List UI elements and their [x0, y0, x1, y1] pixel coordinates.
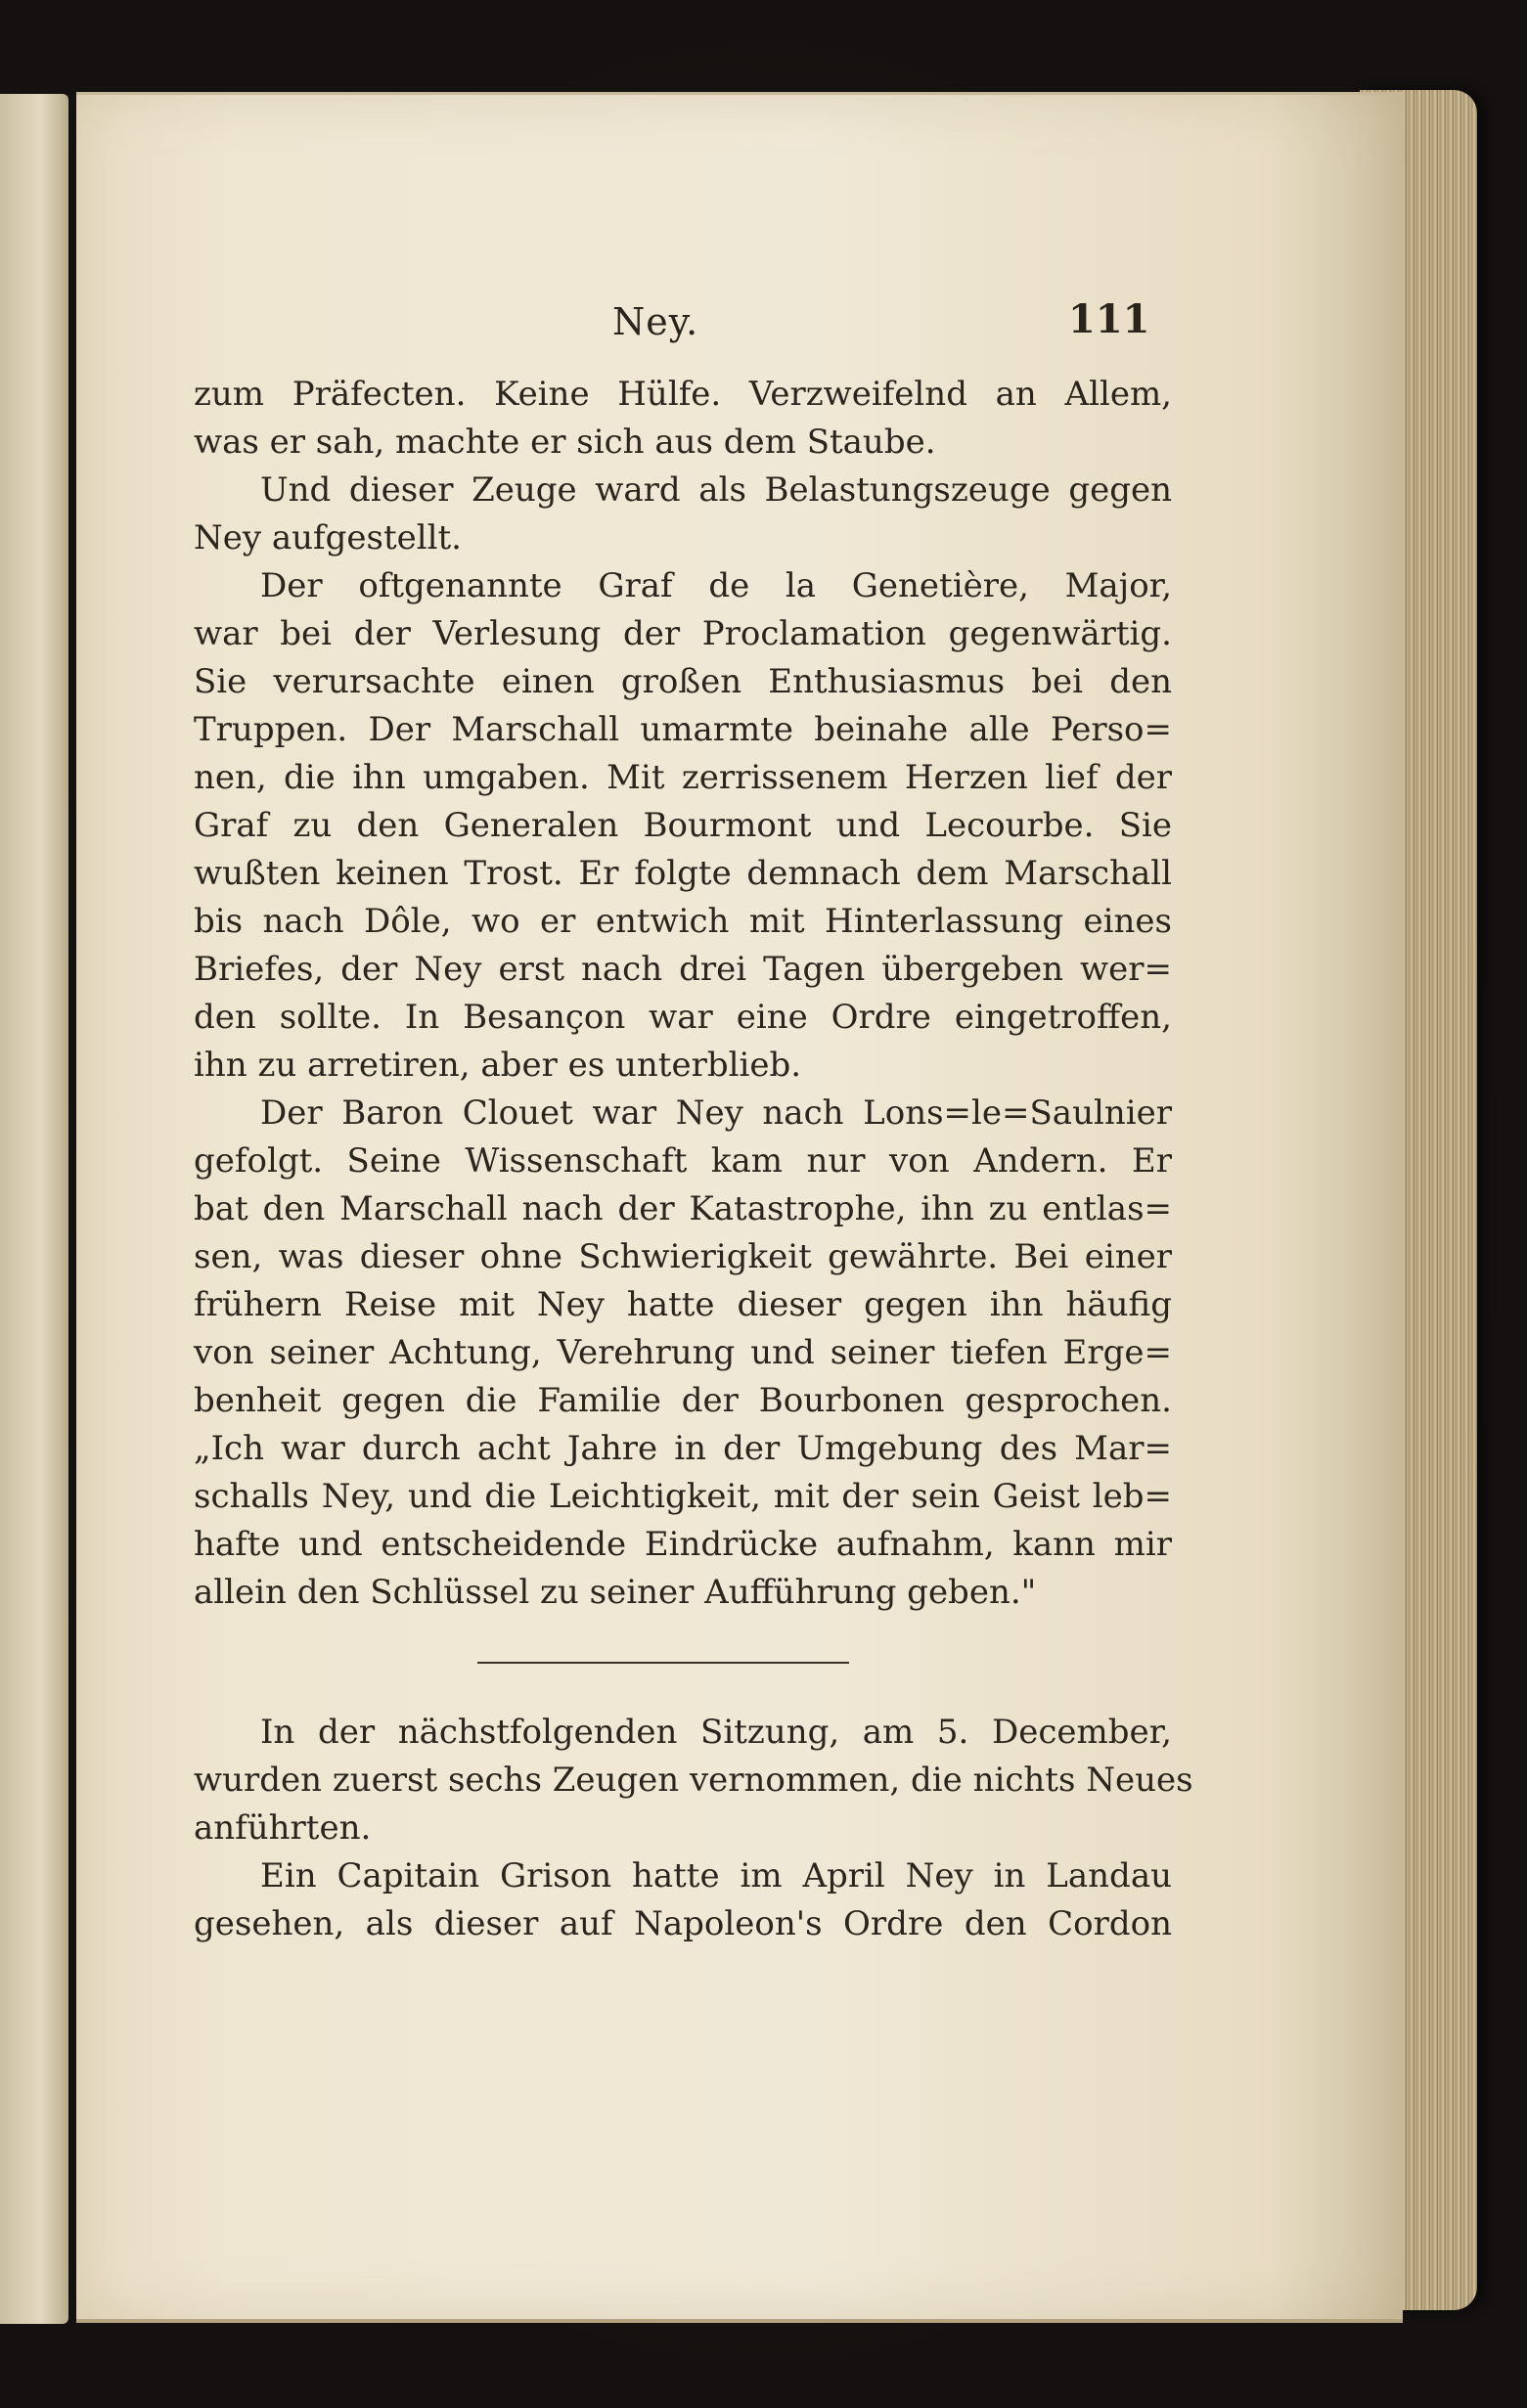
text-line: zum Präfecten. Keine Hülfe. Verzweifelnd an Allem,: [194, 375, 1172, 414]
text-line: Ney aufgestellt.: [194, 518, 462, 557]
text-line: ihn zu arretiren, aber es unterblieb.: [194, 1046, 802, 1085]
text-line: Briefes, der Ney erst nach drei Tagen übergeben wer=: [194, 950, 1172, 989]
page-number: 111: [1068, 296, 1150, 342]
text-line: gesehen, als dieser auf Napoleon's Ordre den Cordon: [194, 1904, 1172, 1943]
book-page: [76, 92, 1403, 2323]
text-line: was er sah, machte er sich aus dem Staube.: [194, 423, 936, 462]
text-line: bis nach Dôle, wo er entwich mit Hinterlassung eines: [194, 902, 1172, 941]
text-line: schalls Ney, und die Leichtigkeit, mit der sein Geist leb=: [194, 1477, 1172, 1516]
running-head-title: Ney.: [612, 300, 699, 343]
text-line: den sollte. In Besançon war eine Ordre eingetroffen,: [194, 998, 1172, 1037]
text-line: Und dieser Zeuge ward als Belastungszeuge gegen: [260, 470, 1172, 510]
paragraph: [194, 562, 1172, 1090]
paragraph: [194, 1090, 1172, 1617]
running-head: [76, 296, 1403, 359]
body-text: [194, 371, 1193, 1948]
text-line: Sie verursachte einen großen Enthusiasmus bei den: [194, 662, 1172, 701]
text-line: allein den Schlüssel zu seiner Aufführung geben.": [194, 1573, 1037, 1612]
text-line: sen, was dieser ohne Schwierigkeit gewährte. Bei einer: [194, 1237, 1172, 1276]
paragraph: [194, 1852, 1172, 1948]
text-line: wurden zuerst sechs Zeugen vernommen, die nichts Neues: [194, 1761, 1193, 1800]
paragraph: [194, 371, 1172, 467]
text-line: von seiner Achtung, Verehrung und seiner tiefen Erge=: [194, 1333, 1172, 1372]
text-line: wußten keinen Trost. Er folgte demnach dem Marschall: [194, 854, 1172, 893]
text-line: Der oftgenannte Graf de la Genetière, Major,: [260, 566, 1172, 605]
text-line: Truppen. Der Marschall umarmte beinahe alle Perso=: [194, 710, 1172, 749]
text-line: In der nächstfolgenden Sitzung, am 5. December,: [260, 1713, 1172, 1752]
section-divider: [477, 1662, 849, 1664]
text-line: hafte und entscheidende Eindrücke aufnahm, kann mir: [194, 1525, 1172, 1564]
text-line: nen, die ihn umgaben. Mit zerrissenem Herzen lief der: [194, 758, 1172, 797]
text-line: benheit gegen die Familie der Bourbonen gesprochen.: [194, 1381, 1172, 1420]
text-line: Ein Capitain Grison hatte im April Ney in Landau: [260, 1856, 1172, 1895]
paragraph: [194, 467, 1172, 562]
previous-page-edge: [0, 94, 68, 2324]
text-line: Der Baron Clouet war Ney nach Lons=le=Saulnier: [260, 1093, 1172, 1133]
text-line: frühern Reise mit Ney hatte dieser gegen ihn häufig: [194, 1285, 1172, 1324]
text-line: anführten.: [194, 1808, 372, 1848]
text-line: gefolgt. Seine Wissenschaft kam nur von Andern. Er: [194, 1141, 1172, 1181]
text-line: war bei der Verlesung der Proclamation gegenwärtig.: [194, 614, 1172, 653]
text-line: bat den Marschall nach der Katastrophe, ihn zu entlas=: [194, 1189, 1172, 1228]
text-line: Graf zu den Generalen Bourmont und Lecourbe. Sie: [194, 806, 1172, 845]
text-line: „Ich war durch acht Jahre in der Umgebung des Mar=: [194, 1429, 1172, 1468]
paragraph: [194, 1709, 1193, 1852]
